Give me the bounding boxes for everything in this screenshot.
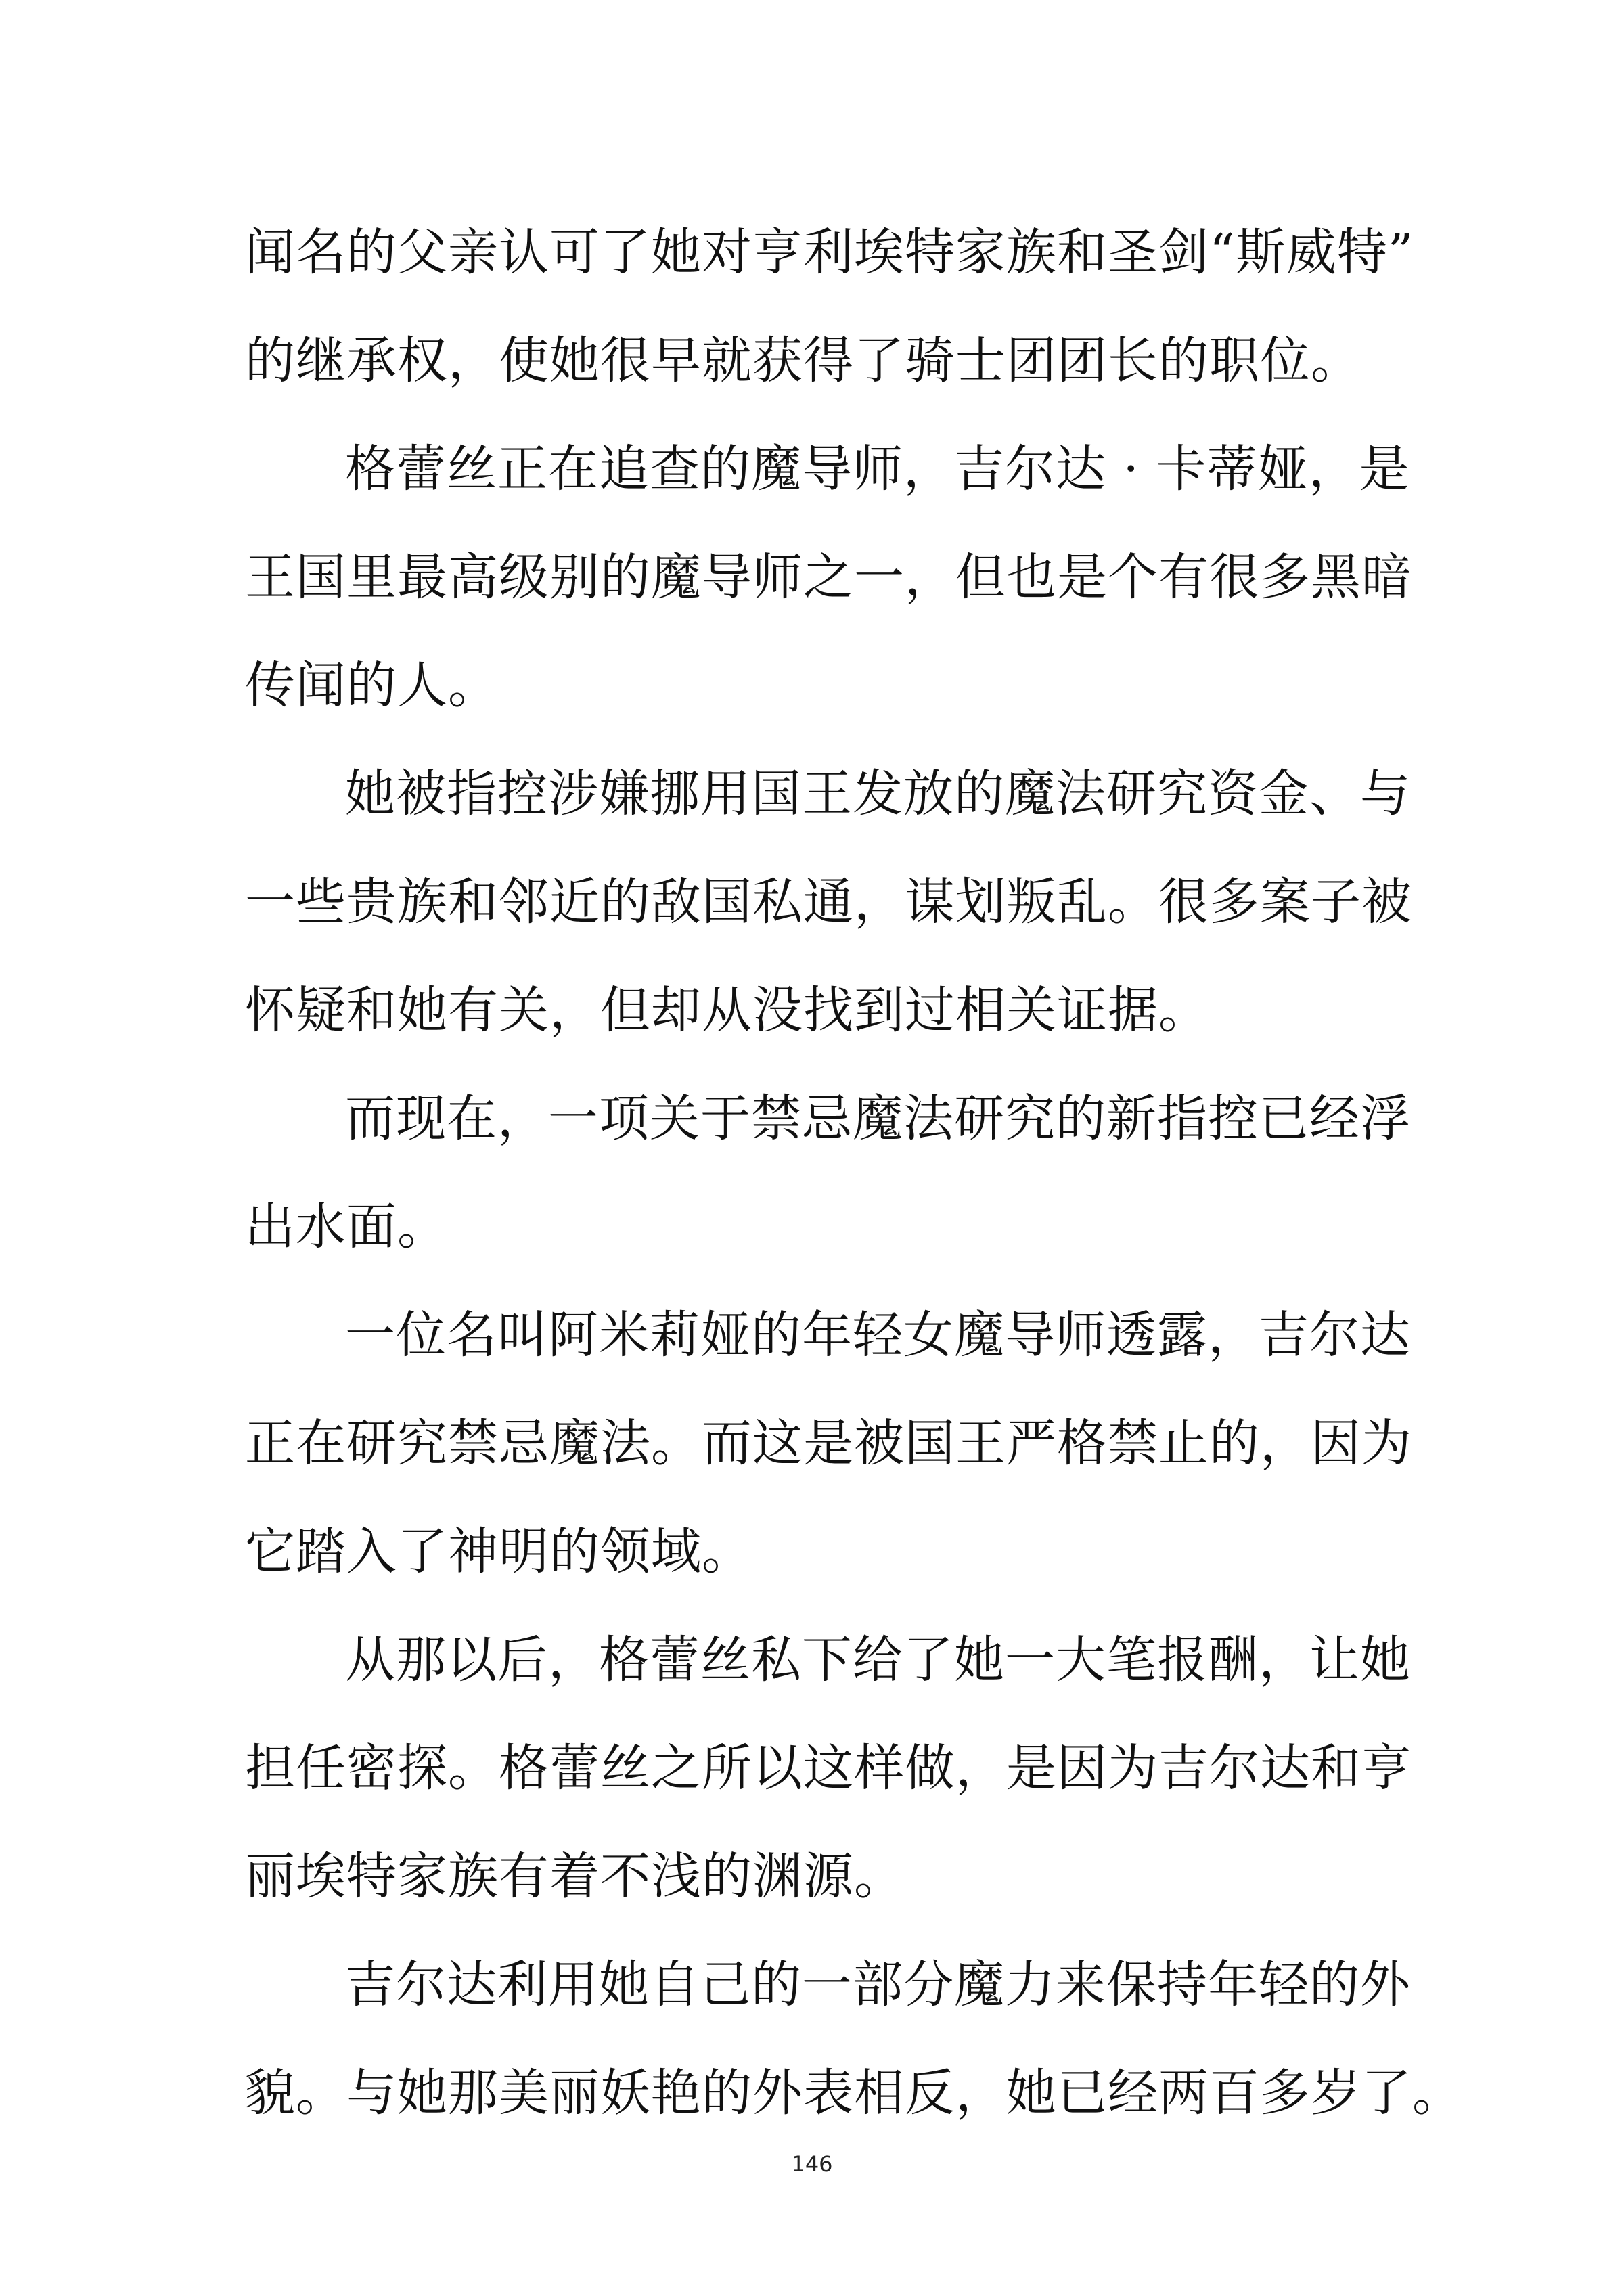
text-line: 担任密探。格蕾丝之所以这样做，是因为吉尔达和亨 xyxy=(245,1739,1412,1797)
text-line: 出水面。 xyxy=(245,1198,448,1256)
text-line: 它踏入了神明的领域。 xyxy=(245,1523,752,1581)
text-line: 而现在，一项关于禁忌魔法研究的新指控已经浮 xyxy=(345,1089,1411,1148)
text-line: 貌。与她那美丽妖艳的外表相反，她已经两百多岁了。 xyxy=(245,2064,1463,2122)
text-line: 她被指控涉嫌挪用国王发放的魔法研究资金、与 xyxy=(345,765,1411,823)
text-line: 吉尔达利用她自己的一部分魔力来保持年轻的外 xyxy=(345,1956,1411,2014)
text-line: 格蕾丝正在追查的魔导师，吉尔达 · 卡蒂娅，是 xyxy=(345,440,1410,498)
text-line: 怀疑和她有关，但却从没找到过相关证据。 xyxy=(245,981,1209,1039)
text-line: 一位名叫阿米莉娅的年轻女魔导师透露，吉尔达 xyxy=(345,1306,1411,1364)
text-line: 丽埃特家族有着不浅的渊源。 xyxy=(245,1847,905,1906)
text-line: 的继承权，使她很早就获得了骑士团团长的职位。 xyxy=(245,332,1361,390)
text-line: 一些贵族和邻近的敌国私通，谋划叛乱。很多案子被 xyxy=(245,873,1412,931)
text-line: 王国里最高级别的魔导师之一，但也是个有很多黑暗 xyxy=(245,548,1412,606)
text-line: 从那以后，格蕾丝私下给了她一大笔报酬，让她 xyxy=(345,1631,1411,1689)
page-number: 146 xyxy=(791,2151,833,2177)
text-line: 闻名的父亲认可了她对亨利埃特家族和圣剑“斯威特” xyxy=(245,223,1414,282)
text-line: 正在研究禁忌魔法。而这是被国王严格禁止的，因为 xyxy=(245,1414,1412,1472)
text-line: 传闻的人。 xyxy=(245,656,499,715)
